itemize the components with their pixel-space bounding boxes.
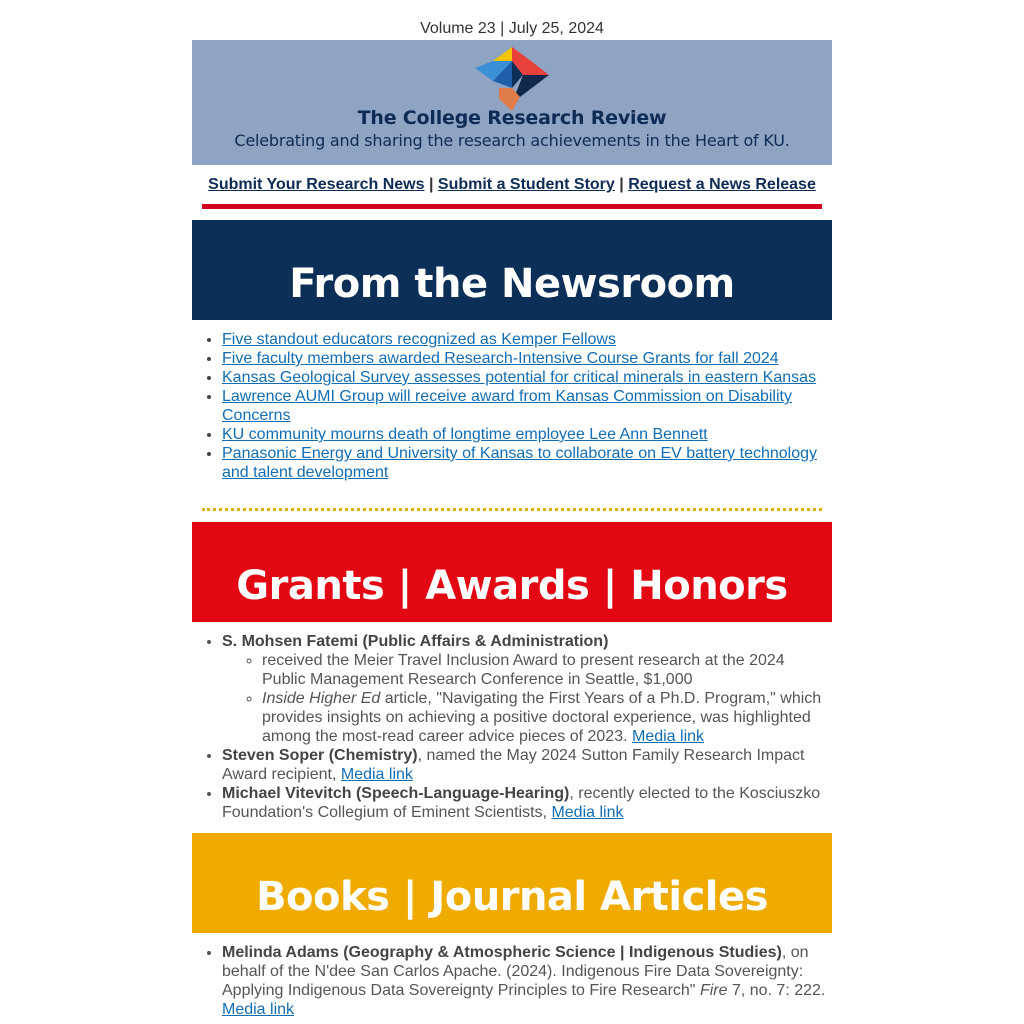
sub-list [222,651,832,746]
newsroom-list [192,330,832,482]
submit-student-story-link[interactable]: Submit a Student Story [437,176,615,193]
newsletter-title: The College Research Review [357,107,667,129]
list-item [222,368,832,387]
newsroom-heading: From the Newsroom [192,220,832,320]
item-text: 7, no. 7: 222. [727,982,826,999]
item-text: , named the May 2024 Sutton Family Research Impact Award recipient, [222,747,805,783]
newsletter [192,0,832,1019]
media-link[interactable]: Media link [631,728,705,745]
newsletter-subtitle: Celebrating and sharing the research achievements in the Heart of KU. [234,131,790,150]
list-item [222,425,832,444]
link-separator: | [428,176,434,193]
submit-research-news-link[interactable]: Submit Your Research News [208,176,425,193]
quick-links-bar [192,165,832,199]
link-separator: | [619,176,624,193]
grants-list [192,632,832,822]
media-link[interactable]: Media link [551,804,624,821]
list-item [222,387,832,425]
media-link[interactable]: Media link [222,1001,295,1018]
person-name: S. Mohsen Fatemi (Public Affairs & Administration) [222,633,609,650]
list-item [222,444,832,482]
divider-dotted [202,508,822,511]
publication-name: Inside Higher Ed [262,690,381,707]
grants-heading: Grants | Awards | Honors [192,522,832,622]
person-name: Michael Vitevitch (Speech-Language-Hearing) [222,785,570,802]
media-link[interactable]: Media link [340,766,413,783]
list-item [222,349,832,368]
header-banner [192,40,832,165]
news-link[interactable]: Five standout educators recognized as Kemper Fellows [222,331,616,348]
books-heading: Books | Journal Articles [192,833,832,933]
news-link[interactable]: Five faculty members awarded Research-Intensive Course Grants for fall 2024 [222,350,779,367]
request-news-release-link[interactable]: Request a News Release [628,176,816,193]
news-link[interactable]: KU community mourns death of longtime employee Lee Ann Bennett [222,426,708,443]
list-item [222,330,832,349]
list-item [222,943,832,1019]
news-link[interactable]: Panasonic Energy and University of Kansas to collaborate on EV battery technology and talent development [222,445,818,481]
ku-logo-icon [475,47,549,111]
item-text: , on behalf of the N'dee San Carlos Apache. (2024). Indigenous Fire Data Sovereignty: Applying Indigenous Data Sovereignty Principles to Fire Research" [222,944,809,999]
books-list [192,943,832,1019]
volume-date: Volume 23 | July 25, 2024 [420,20,604,37]
item-text: , recently elected to the Kosciuszko Foundation's Collegium of Eminent Scientists, [222,785,821,821]
list-item [222,746,832,784]
news-link[interactable]: Lawrence AUMI Group will receive award from Kansas Commission on Disability Concerns [222,388,792,424]
news-link[interactable]: Kansas Geological Survey assesses potential for critical minerals in eastern Kansas [222,369,817,386]
item-text: article, "Navigating the First Years of a Ph.D. Program," which provides insights on achieving a positive doctoral experience, was highlighted among the most-read career advice pieces of 2023. [262,690,822,745]
sub-list-item [262,689,832,746]
person-name: Steven Soper (Chemistry) [222,747,418,764]
divider-red [202,204,822,209]
item-text: received the Meier Travel Inclusion Award to present research at the 2024 Public Management Research Conference in Seattle, $1,000 [262,652,785,688]
list-item [222,632,832,746]
list-item [222,784,832,822]
journal-name: Fire [699,982,728,999]
person-name: Melinda Adams (Geography & Atmospheric Science | Indigenous Studies) [222,944,782,961]
sub-list-item [262,651,832,689]
